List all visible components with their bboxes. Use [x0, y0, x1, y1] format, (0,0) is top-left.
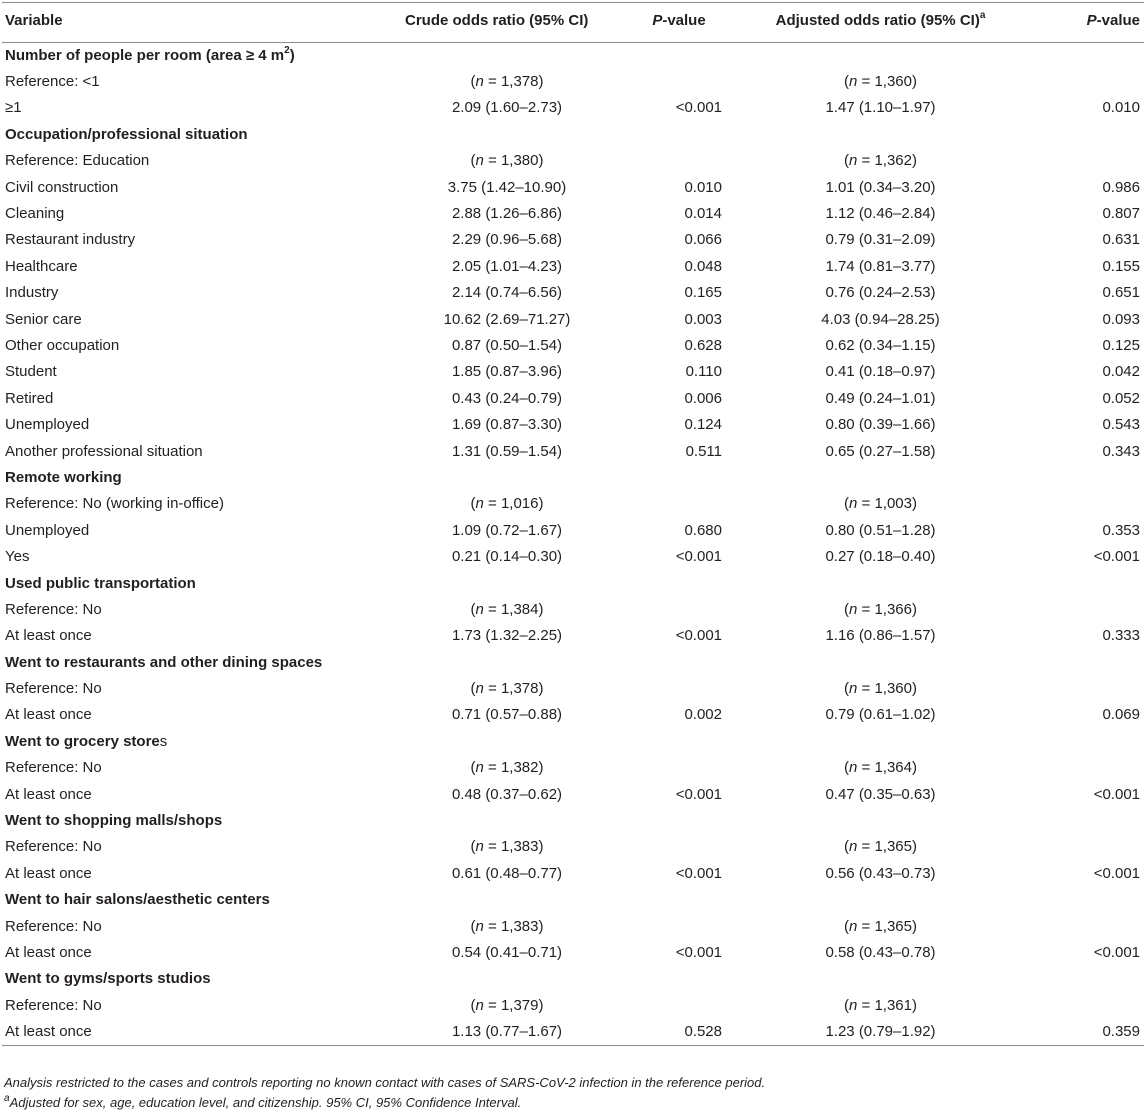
- n-symbol: n: [849, 73, 858, 91]
- sample-size-value: 1,361: [874, 996, 912, 1014]
- empty-cell: [395, 729, 619, 755]
- empty-cell: [1022, 676, 1144, 702]
- table-row: [2, 333, 1144, 359]
- adjusted-p-value: 0.631: [1102, 231, 1140, 249]
- adjusted-sample-size: (n = 1,360): [844, 680, 917, 698]
- table-row: [2, 280, 1144, 306]
- crude-odds-ratio: 2.88 (1.26–6.86): [451, 205, 563, 223]
- table-row: [2, 940, 1144, 966]
- crude-odds-ratio: 2.29 (0.96–5.68): [451, 231, 563, 249]
- crude-p-value: <0.001: [675, 627, 722, 645]
- crude-odds-ratio: 1.73 (1.32–2.25): [451, 627, 563, 645]
- crude-odds-ratio: 0.61 (0.48–0.77): [451, 864, 563, 882]
- table-row: [2, 702, 1144, 728]
- reference-label: Reference: No: [5, 680, 102, 698]
- empty-cell: [619, 649, 729, 675]
- empty-cell: [619, 834, 729, 860]
- empty-cell: [1022, 597, 1144, 623]
- empty-cell: [619, 43, 729, 69]
- adjusted-sample-size: (n = 1,364): [844, 759, 917, 777]
- adjusted-odds-ratio: 0.41 (0.18–0.97): [825, 363, 936, 381]
- crude-p-value: 0.165: [684, 284, 722, 302]
- empty-cell: [729, 570, 1022, 596]
- table-row: [2, 623, 1144, 649]
- empty-cell: [619, 887, 729, 913]
- empty-cell: [1022, 649, 1144, 675]
- row-label: Student: [5, 363, 57, 381]
- empty-cell: [1022, 913, 1144, 939]
- crude-p-value: 0.048: [684, 257, 722, 275]
- empty-cell: [619, 148, 729, 174]
- empty-cell: [619, 755, 729, 781]
- crude-odds-ratio: 10.62 (2.69–71.27): [443, 310, 571, 328]
- section-label: [2, 465, 395, 491]
- sample-size-value: 1,003: [874, 495, 912, 513]
- section-label-text: Went to shopping malls/shops: [5, 812, 223, 830]
- empty-cell: [619, 597, 729, 623]
- crude-odds-ratio: 0.48 (0.37–0.62): [451, 785, 563, 803]
- section-label: [2, 570, 395, 596]
- n-symbol: n: [475, 495, 484, 513]
- crude-odds-ratio: 2.09 (1.60–2.73): [451, 99, 563, 117]
- n-symbol: n: [475, 759, 484, 777]
- crude-odds-ratio: 1.69 (0.87–3.30): [451, 416, 563, 434]
- table-row: [2, 359, 1144, 385]
- n-symbol: n: [849, 759, 858, 777]
- empty-cell: [619, 993, 729, 1019]
- empty-cell: [1022, 465, 1144, 491]
- empty-cell: [729, 43, 1022, 69]
- empty-cell: [619, 69, 729, 95]
- adjusted-sample-size: (n = 1,003): [844, 495, 917, 513]
- reference-row: [2, 676, 1144, 702]
- adjusted-p-value: 0.333: [1102, 627, 1140, 645]
- empty-cell: [1022, 43, 1144, 69]
- empty-cell: [729, 729, 1022, 755]
- adjusted-odds-ratio: 0.58 (0.43–0.78): [825, 943, 936, 961]
- empty-cell: [619, 966, 729, 992]
- adjusted-odds-ratio: 0.80 (0.39–1.66): [825, 416, 936, 434]
- row-label: Retired: [5, 389, 54, 407]
- footnote-mark: a: [4, 1092, 10, 1104]
- crude-p-value: 0.006: [684, 389, 722, 407]
- crude-odds-ratio: 2.05 (1.01–4.23): [451, 257, 563, 275]
- adjusted-p-value: <0.001: [1093, 943, 1140, 961]
- section-label: [2, 966, 395, 992]
- table-row: [2, 518, 1144, 544]
- row-label: Healthcare: [5, 257, 78, 275]
- empty-cell: [619, 570, 729, 596]
- sample-size-value: 1,380: [500, 152, 539, 170]
- row-label: Other occupation: [5, 336, 120, 354]
- reference-row: [2, 491, 1144, 517]
- empty-cell: [1022, 148, 1144, 174]
- crude-odds-ratio: 1.09 (0.72–1.67): [451, 521, 563, 539]
- crude-p-value: 0.110: [685, 363, 722, 381]
- reference-row: [2, 913, 1144, 939]
- empty-cell: [729, 122, 1022, 148]
- table-row: [2, 438, 1144, 464]
- adjusted-odds-ratio: 0.79 (0.31–2.09): [825, 231, 936, 249]
- reference-row: [2, 993, 1144, 1019]
- empty-cell: [395, 649, 619, 675]
- sample-size-value: 1,378: [500, 680, 539, 698]
- empty-cell: [729, 649, 1022, 675]
- section-label-text: Went to hair salons/aesthetic centers: [5, 891, 270, 909]
- adjusted-p-value: <0.001: [1093, 864, 1140, 882]
- adjusted-odds-ratio: 1.16 (0.86–1.57): [825, 627, 936, 645]
- adjusted-p-value: 0.359: [1022, 1019, 1144, 1045]
- crude-p-value: 0.511: [685, 442, 722, 460]
- section-label: [2, 43, 395, 69]
- crude-odds-ratio: 0.43 (0.24–0.79): [451, 389, 563, 407]
- section-label: [2, 808, 395, 834]
- adjusted-p-value: 0.052: [1102, 389, 1140, 407]
- section-label-text: Went to gyms/sports studios: [5, 970, 211, 988]
- empty-cell: [1022, 966, 1144, 992]
- section-row: [2, 122, 1144, 148]
- sample-size-value: 1,366: [874, 600, 912, 618]
- crude-p-value: 0.010: [684, 178, 722, 196]
- crude-p-value: 0.003: [684, 310, 722, 328]
- crude-odds-ratio: 1.31 (0.59–1.54): [451, 442, 563, 460]
- empty-cell: [1022, 887, 1144, 913]
- empty-cell: [729, 465, 1022, 491]
- footnote-adjusted-text: Adjusted for sex, age, education level, and citizenship. 95% CI, 95% Confidence Interval.: [9, 1095, 522, 1110]
- row-label: ≥1: [5, 99, 22, 117]
- section-row: [2, 729, 1144, 755]
- sample-size-value: 1,365: [874, 917, 912, 935]
- crude-sample-size: (n = 1,016): [470, 495, 544, 513]
- n-symbol: n: [849, 996, 858, 1014]
- adjusted-sample-size: (n = 1,365): [844, 838, 917, 856]
- row-label: Unemployed: [5, 416, 90, 434]
- row-label: Civil construction: [5, 178, 119, 196]
- adjusted-odds-ratio: 1.47 (1.10–1.97): [825, 99, 936, 117]
- crude-sample-size: (n = 1,383): [470, 917, 544, 935]
- sample-size-value: 1,384: [500, 600, 539, 618]
- reference-label: Reference: No (working in-office): [5, 495, 224, 513]
- row-label: Yes: [5, 548, 30, 566]
- footnote-adjusted: [4, 1093, 765, 1113]
- header-p-rest: -value: [662, 11, 706, 29]
- adjusted-p-value: <0.001: [1093, 785, 1140, 803]
- empty-cell: [395, 570, 619, 596]
- reference-label: Reference: No: [5, 759, 102, 777]
- table-row: [2, 1019, 1144, 1045]
- section-label-text: Used public transportation: [5, 574, 196, 592]
- empty-cell: [1022, 993, 1144, 1019]
- sample-size-value: 1,379: [500, 996, 539, 1014]
- crude-p-value: <0.001: [675, 785, 722, 803]
- adjusted-odds-ratio: 1.01 (0.34–3.20): [825, 178, 936, 196]
- header-adjusted-label: Adjusted odds ratio (95% CI): [775, 11, 980, 29]
- empty-cell: [729, 887, 1022, 913]
- table-row: [2, 781, 1144, 807]
- empty-cell: [1022, 491, 1144, 517]
- table-row: [2, 174, 1144, 200]
- table-row: [2, 861, 1144, 887]
- section-label: [2, 887, 395, 913]
- header-adjusted-p-value: [1022, 3, 1144, 43]
- n-symbol: n: [475, 838, 484, 856]
- adjusted-p-value: 0.093: [1102, 310, 1140, 328]
- adjusted-p-value: 0.125: [1102, 336, 1140, 354]
- section-label-text: Went to grocery store: [5, 732, 160, 750]
- sample-size-value: 1,362: [874, 152, 912, 170]
- sample-size-value: 1,360: [874, 680, 912, 698]
- row-label: Another professional situation: [5, 442, 203, 460]
- n-symbol: n: [475, 73, 484, 91]
- adjusted-p-value: 0.986: [1102, 178, 1140, 196]
- empty-cell: [395, 122, 619, 148]
- table-row: [2, 412, 1144, 438]
- row-label: At least once: [5, 864, 92, 882]
- empty-cell: [619, 491, 729, 517]
- crude-p-value: 0.628: [684, 336, 722, 354]
- header-p-italic: P: [652, 11, 663, 29]
- adjusted-odds-ratio: 1.74 (0.81–3.77): [825, 257, 936, 275]
- adjusted-sample-size: (n = 1,362): [844, 152, 917, 170]
- header-adjusted-footnote-mark: a: [979, 9, 986, 21]
- row-label: Cleaning: [5, 205, 65, 223]
- crude-sample-size: (n = 1,382): [470, 759, 544, 777]
- adjusted-odds-ratio: 0.27 (0.18–0.40): [825, 548, 936, 566]
- header-p2-rest: -value: [1096, 11, 1140, 29]
- sample-size-value: 1,378: [500, 73, 539, 91]
- section-label: [2, 729, 395, 755]
- adjusted-sample-size: (n = 1,365): [844, 917, 917, 935]
- sample-size-value: 1,383: [500, 838, 539, 856]
- adjusted-odds-ratio: 4.03 (0.94–28.25): [821, 310, 940, 328]
- adjusted-p-value: 0.353: [1102, 521, 1140, 539]
- adjusted-sample-size: (n = 1,361): [844, 996, 917, 1014]
- adjusted-p-value: 0.069: [1102, 706, 1140, 724]
- section-row: [2, 43, 1144, 69]
- adjusted-p-value: 0.543: [1102, 416, 1140, 434]
- header-row: [2, 3, 1144, 43]
- reference-label: Reference: No: [5, 838, 102, 856]
- sample-size-value: 1,016: [500, 495, 539, 513]
- empty-cell: [729, 808, 1022, 834]
- table-row: [2, 306, 1144, 332]
- empty-cell: [1022, 69, 1144, 95]
- crude-odds-ratio: 0.71 (0.57–0.88): [451, 706, 563, 724]
- empty-cell: [1022, 570, 1144, 596]
- crude-p-value: <0.001: [675, 864, 722, 882]
- crude-p-value: <0.001: [675, 943, 722, 961]
- table-header: [2, 3, 1144, 43]
- sample-size-value: 1,360: [874, 73, 912, 91]
- n-symbol: n: [849, 495, 858, 513]
- sample-size-value: 1,383: [500, 917, 539, 935]
- crude-odds-ratio: 0.54 (0.41–0.71): [451, 943, 563, 961]
- adjusted-odds-ratio: 0.49 (0.24–1.01): [825, 389, 936, 407]
- empty-cell: [619, 808, 729, 834]
- n-symbol: n: [849, 680, 858, 698]
- n-symbol: n: [849, 600, 858, 618]
- adjusted-p-value: 0.651: [1102, 284, 1140, 302]
- table-row: [2, 227, 1144, 253]
- adjusted-odds-ratio: 0.62 (0.34–1.15): [825, 336, 936, 354]
- empty-cell: [395, 465, 619, 491]
- empty-cell: [1022, 729, 1144, 755]
- reference-row: [2, 834, 1144, 860]
- crude-sample-size: (n = 1,383): [470, 838, 544, 856]
- reference-row: [2, 597, 1144, 623]
- reference-label: Reference: <1: [5, 73, 100, 91]
- empty-cell: [619, 676, 729, 702]
- adjusted-odds-ratio: 0.65 (0.27–1.58): [825, 442, 936, 460]
- adjusted-odds-ratio: 1.12 (0.46–2.84): [825, 205, 936, 223]
- reference-label: Reference: No: [5, 917, 102, 935]
- reference-label: Reference: No: [5, 996, 102, 1014]
- table-row: [2, 254, 1144, 280]
- empty-cell: [395, 887, 619, 913]
- header-p2-italic: P: [1086, 11, 1097, 29]
- adjusted-p-value: 0.807: [1102, 205, 1140, 223]
- adjusted-odds-ratio: 0.76 (0.24–2.53): [825, 284, 936, 302]
- crude-odds-ratio: 0.21 (0.14–0.30): [451, 548, 563, 566]
- table-footnotes: [4, 1073, 765, 1113]
- empty-cell: [1022, 834, 1144, 860]
- adjusted-odds-ratio: 0.47 (0.35–0.63): [825, 785, 936, 803]
- table-row: [2, 386, 1144, 412]
- sample-size-value: 1,364: [874, 759, 912, 777]
- empty-cell: [395, 808, 619, 834]
- section-label-tail: s: [159, 732, 168, 750]
- adjusted-p-value: <0.001: [1093, 548, 1140, 566]
- row-label: At least once: [5, 943, 92, 961]
- crude-p-value: 0.124: [684, 416, 722, 434]
- empty-cell: [1022, 122, 1144, 148]
- section-label: [2, 122, 395, 148]
- adjusted-sample-size: (n = 1,360): [844, 73, 917, 91]
- crude-sample-size: (n = 1,378): [470, 680, 544, 698]
- n-symbol: n: [475, 996, 484, 1014]
- crude-odds-ratio: 0.87 (0.50–1.54): [451, 336, 563, 354]
- crude-p-value: 0.528: [619, 1019, 729, 1045]
- empty-cell: [619, 913, 729, 939]
- crude-sample-size: (n = 1,378): [470, 73, 544, 91]
- table-body: [2, 43, 1144, 1046]
- adjusted-sample-size: (n = 1,366): [844, 600, 917, 618]
- section-label-text: Occupation/professional situation: [5, 125, 248, 143]
- crude-p-value: <0.001: [675, 548, 722, 566]
- row-label: At least once: [5, 627, 92, 645]
- empty-cell: [1022, 755, 1144, 781]
- empty-cell: [619, 122, 729, 148]
- empty-cell: [1022, 808, 1144, 834]
- sample-size-value: 1,365: [874, 838, 912, 856]
- n-symbol: n: [849, 838, 858, 856]
- reference-row: [2, 755, 1144, 781]
- section-label-text: Number of people per room (area ≥ 4 m: [5, 46, 285, 64]
- adjusted-p-value: 0.155: [1102, 257, 1140, 275]
- n-symbol: n: [475, 600, 484, 618]
- crude-p-value: 0.014: [684, 205, 722, 223]
- section-row: [2, 649, 1144, 675]
- empty-cell: [619, 465, 729, 491]
- row-label: Industry: [5, 284, 59, 302]
- row-label: At least once: [5, 706, 92, 724]
- section-row: [2, 966, 1144, 992]
- crude-odds-ratio: 1.13 (0.77–1.67): [395, 1019, 619, 1045]
- crude-p-value: <0.001: [675, 99, 722, 117]
- crude-sample-size: (n = 1,379): [470, 996, 544, 1014]
- section-label: [2, 649, 395, 675]
- section-label-text: Remote working: [5, 468, 122, 486]
- adjusted-odds-ratio: 0.56 (0.43–0.73): [825, 864, 936, 882]
- crude-p-value: 0.680: [684, 521, 722, 539]
- header-variable: Variable: [2, 3, 395, 43]
- adjusted-p-value: 0.343: [1102, 442, 1140, 460]
- adjusted-p-value: 0.042: [1102, 363, 1140, 381]
- adjusted-odds-ratio: 1.23 (0.79–1.92): [729, 1019, 1022, 1045]
- section-label-text: Went to restaurants and other dining spaces: [5, 653, 323, 671]
- n-symbol: n: [849, 152, 858, 170]
- row-label: At least once: [2, 1019, 395, 1045]
- n-symbol: n: [475, 917, 484, 935]
- adjusted-odds-ratio: 0.80 (0.51–1.28): [825, 521, 936, 539]
- n-symbol: n: [475, 680, 484, 698]
- section-row: [2, 887, 1144, 913]
- table-row: [2, 544, 1144, 570]
- row-label: Senior care: [5, 310, 82, 328]
- sample-size-value: 1,382: [500, 759, 539, 777]
- row-label: Restaurant industry: [5, 231, 136, 249]
- crude-sample-size: (n = 1,384): [470, 600, 544, 618]
- table-row: [2, 95, 1144, 121]
- header-adjusted-odds-ratio: [729, 3, 1022, 43]
- section-row: [2, 570, 1144, 596]
- empty-cell: [395, 966, 619, 992]
- section-label-superscript: 2: [284, 44, 290, 56]
- section-row: [2, 465, 1144, 491]
- empty-cell: [619, 729, 729, 755]
- n-symbol: n: [475, 152, 484, 170]
- adjusted-p-value: 0.010: [1102, 99, 1140, 117]
- crude-p-value: 0.066: [684, 231, 722, 249]
- crude-odds-ratio: 3.75 (1.42–10.90): [447, 178, 567, 196]
- footnote-analysis: Analysis restricted to the cases and controls reporting no known contact with cases of SARS-CoV-2 infection in the reference period.: [4, 1075, 766, 1090]
- section-label-tail: ): [289, 46, 295, 64]
- adjusted-odds-ratio: 0.79 (0.61–1.02): [825, 706, 936, 724]
- crude-sample-size: (n = 1,380): [470, 152, 544, 170]
- reference-row: [2, 69, 1144, 95]
- header-crude-odds-ratio: Crude odds ratio (95% CI): [395, 3, 619, 43]
- n-symbol: n: [849, 917, 858, 935]
- empty-cell: [729, 966, 1022, 992]
- crude-odds-ratio: 1.85 (0.87–3.96): [451, 363, 563, 381]
- header-crude-p-value: [619, 3, 729, 43]
- crude-p-value: 0.002: [684, 706, 722, 724]
- row-label: Unemployed: [5, 521, 90, 539]
- section-row: [2, 808, 1144, 834]
- empty-cell: [395, 43, 619, 69]
- crude-odds-ratio: 2.14 (0.74–6.56): [451, 284, 563, 302]
- odds-ratio-table: [2, 2, 1144, 1046]
- reference-label: Reference: No: [5, 600, 102, 618]
- reference-row: [2, 148, 1144, 174]
- table-row: [2, 201, 1144, 227]
- reference-label: Reference: Education: [5, 152, 150, 170]
- row-label: At least once: [5, 785, 92, 803]
